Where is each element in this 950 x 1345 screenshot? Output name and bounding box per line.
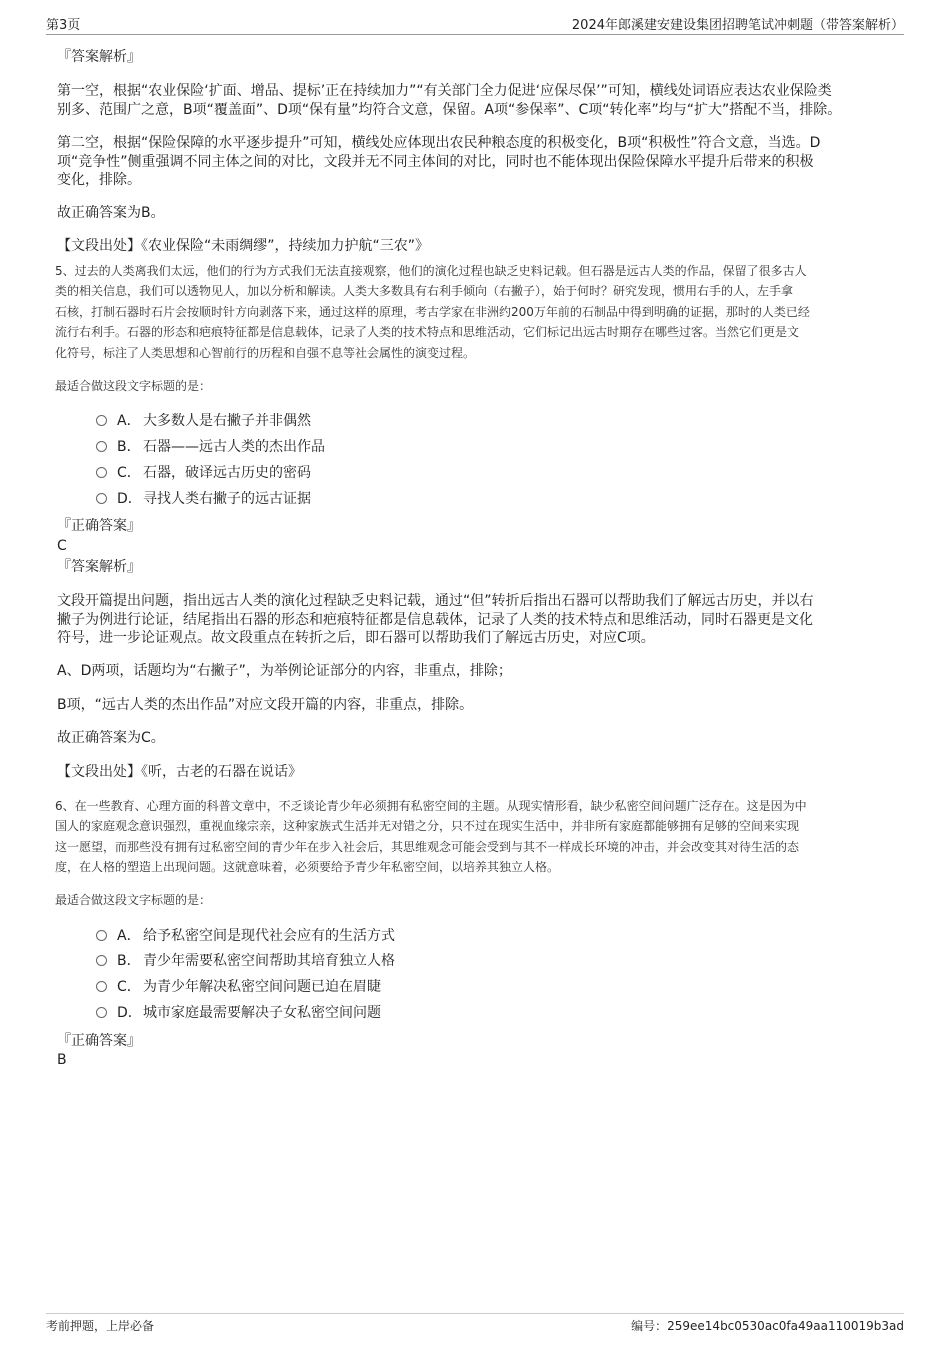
q5-answer: C <box>57 538 67 554</box>
radio-icon[interactable] <box>96 955 107 966</box>
q6-option-a[interactable]: A． 给予私密空间是现代社会应有的生活方式 <box>96 925 395 947</box>
q5-stem-l3: 石核，打制石器时石片会按顺时针方向剥落下来，通过这样的原理，考古学家在非洲约200万年前的石制品中得到明确的证据，那时的人类已经 <box>55 305 810 319</box>
radio-icon[interactable] <box>96 493 107 504</box>
radio-icon[interactable] <box>96 981 107 992</box>
q4-source: 【文段出处】《农业保险“未雨绸缪”，持续加力护航“三农”》 <box>57 238 430 254</box>
q6-prompt: 最适合做这段文字标题的是： <box>55 893 212 907</box>
q6-option-c[interactable]: C． 为青少年解决私密空间问题已迫在眉睫 <box>96 976 381 998</box>
q4-analysis-p2-l1: 第二空，根据“保险保障的水平逐步提升”可知，横线处应体现出农民种粮态度的积极变化，B项“积极性”符合文意，当选。D <box>57 135 821 151</box>
page-footer <box>46 1313 904 1336</box>
q4-analysis-p2-l3: 变化，排除。 <box>57 172 141 188</box>
q4-analysis-p1-l1: 第一空，根据“农业保险‘扩面、增品、提标’正在持续加力”“有关部门全力促进‘应保尽保’”可知，横线处词语应表达农业保险类 <box>57 83 832 99</box>
document-id: 编号：259ee14bc0530ac0fa49aa110019b3ad <box>631 1319 904 1333</box>
document-title: 2024年郎溪建安建设集团招聘笔试冲刺题（带答案解析） <box>571 18 904 33</box>
q6-stem-l4: 度，在人格的塑造上出现问题。这就意味着，必须要给予青少年私密空间，以培养其独立人格。 <box>55 860 560 874</box>
q5-stem-l2: 类的相关信息，我们可以透物见人，加以分析和解读。人类大多数具有右利手倾向（右撇子），始于何时？研究发现，惯用右手的人，左手拿 <box>55 284 794 298</box>
q5-analysis-label: 『答案解析』 <box>57 559 141 575</box>
q5-analysis-p1-l1: 文段开篇提出问题，指出远古人类的演化过程缺乏史料记载，通过“但”转折后指出石器可以帮助我们了解远古历史，并以右 <box>57 593 814 609</box>
q6-option-d[interactable]: D．城市家庭最需要解决子女私密空间问题 <box>96 1002 381 1024</box>
radio-icon[interactable] <box>96 415 107 426</box>
q5-stem-l4: 流行右利手。石器的形态和疤痕特征都是信息载体，记录了人类的技术特点和思维活动，它们标记出远古时期存在哪些过客。当然它们更是文 <box>55 325 800 339</box>
page-header <box>46 14 904 35</box>
q5-option-a[interactable]: A． 大多数人是右撇子并非偶然 <box>96 410 311 432</box>
q5-analysis-p2: A、D两项，话题均为“右撇子”，为举例论证部分的内容，非重点，排除； <box>57 663 512 679</box>
q5-answer-label: 『正确答案』 <box>57 518 141 534</box>
q6-stem-l1: 6、在一些教育、心理方面的科普文章中，不乏谈论青少年必须拥有私密空间的主题。从现实情形看，缺少私密空间问题广泛存在。这是因为中 <box>55 799 807 813</box>
q6-stem-l3: 这一愿望，而那些没有拥有过私密空间的青少年在步入社会后，其思维观念可能会受到与其不一样成长环境的冲击，并会改变其对待生活的态 <box>55 840 800 854</box>
q5-stem-l5: 化符号，标注了人类思想和心智前行的历程和自强不息等社会属性的演变过程。 <box>55 346 476 360</box>
q5-conclusion: 故正确答案为C。 <box>57 730 165 746</box>
q5-source: 【文段出处】《听，古老的石器在说话》 <box>57 764 302 780</box>
page-number: 第3页 <box>46 18 81 33</box>
q5-option-c[interactable]: C． 石器，破译远古历史的密码 <box>96 462 311 484</box>
radio-icon[interactable] <box>96 467 107 478</box>
q5-stem-l1: 5、过去的人类离我们太远，他们的行为方式我们无法直接观察，他们的演化过程也缺乏史料记载。但石器是远古人类的作品，保留了很多古人 <box>55 264 807 278</box>
q5-option-b[interactable]: B． 石器——远古人类的杰出作品 <box>96 436 325 458</box>
q4-analysis-p2-l2: 项“竞争性”侧重强调不同主体之间的对比，文段并无不同主体间的对比，同时也不能体现出保险保障水平提升后带来的积极 <box>57 154 814 170</box>
q5-option-d[interactable]: D．寻找人类右撇子的远古证据 <box>96 488 311 510</box>
q5-prompt: 最适合做这段文字标题的是： <box>55 379 212 393</box>
q6-answer: B <box>57 1052 67 1068</box>
q6-answer-label: 『正确答案』 <box>57 1033 141 1049</box>
q4-analysis-label: 『答案解析』 <box>57 49 141 65</box>
footer-slogan: 考前押题，上岸必备 <box>46 1319 155 1333</box>
q6-option-b[interactable]: B． 青少年需要私密空间帮助其培育独立人格 <box>96 950 395 972</box>
q5-analysis-p1-l2: 撇子为例进行论证，结尾指出石器的形态和疤痕特征都是信息载体，记录了人类的技术特点和思维活动，同时石器更是文化 <box>57 612 813 628</box>
q5-analysis-p3: B项，“远古人类的杰出作品”对应文段开篇的内容，非重点，排除。 <box>57 697 474 713</box>
radio-icon[interactable] <box>96 441 107 452</box>
q5-analysis-p1-l3: 符号，进一步论证观点。故文段重点在转折之后，即石器可以帮助我们了解远古历史，对应C项。 <box>57 630 655 646</box>
q6-stem-l2: 国人的家庭观念意识强烈，重视血缘宗亲，这种家族式生活并无对错之分，只不过在现实生活中，并非所有家庭都能够拥有足够的空间来实现 <box>55 819 800 833</box>
radio-icon[interactable] <box>96 930 107 941</box>
radio-icon[interactable] <box>96 1007 107 1018</box>
q4-analysis-p1-l2: 别多、范围广之意，B项“覆盖面”、D项“保有量”均符合文意，保留。A项“参保率”、C项“转化率”均与“扩大”搭配不当，排除。 <box>57 102 842 118</box>
q4-conclusion: 故正确答案为B。 <box>57 205 165 221</box>
